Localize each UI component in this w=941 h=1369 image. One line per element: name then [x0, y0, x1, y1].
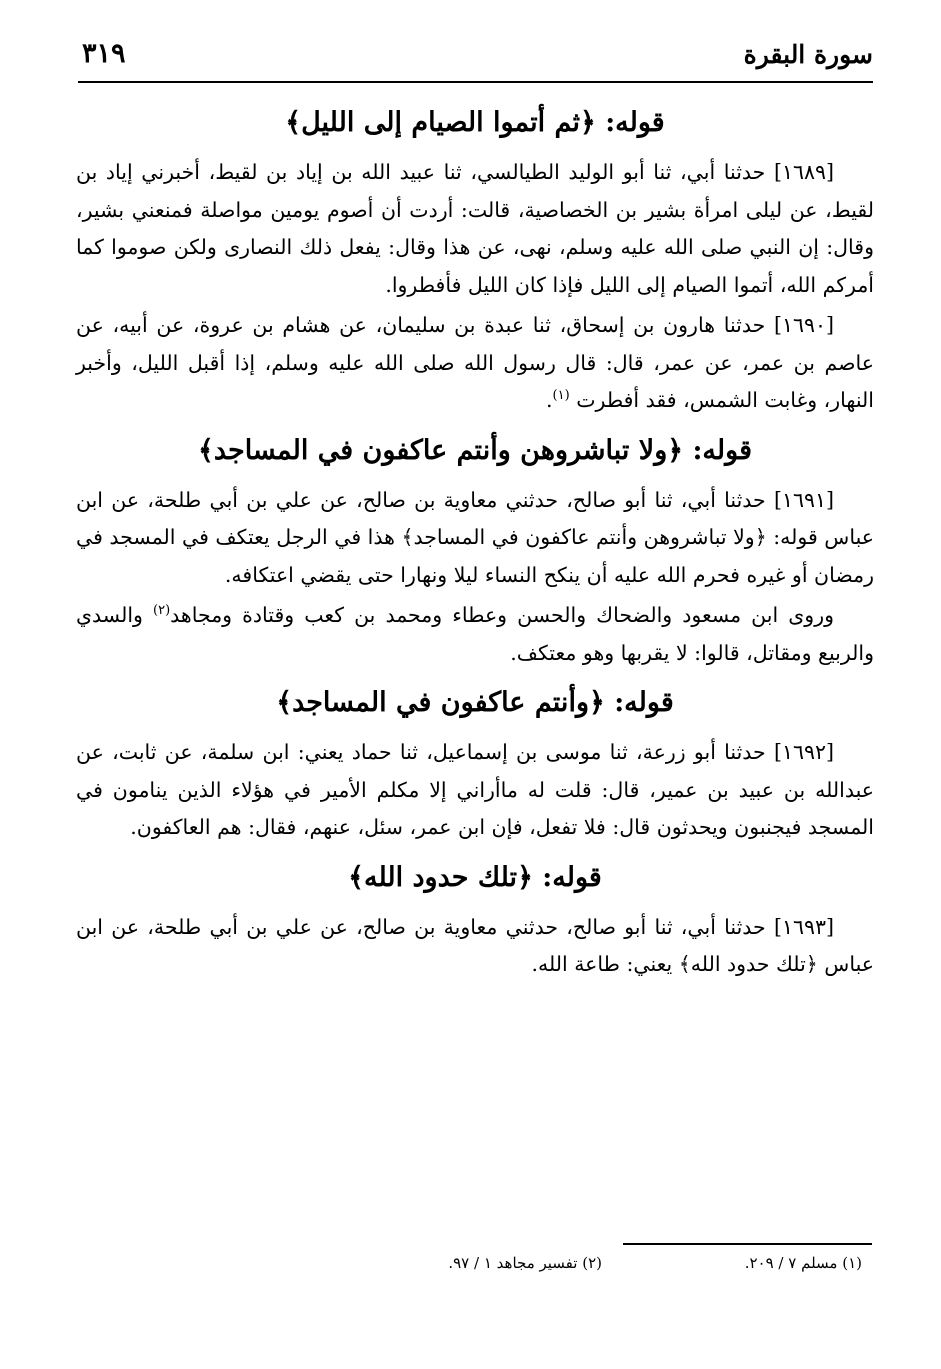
- footnote-2: (٢) تفسير مجاهد ١ / ٩٧.: [448, 1254, 602, 1272]
- section-heading: قوله: ﴿ولا تباشروهن وأنتم عاكفون في المساجد﴾: [198, 434, 752, 466]
- hadith-1691: [١٦٩١] حدثنا أبي، ثنا أبو صالح، حدثني معاوية بن صالح، عن علي بن أبي طلحة، عن ابن عباس قوله: ﴿ولا تباشروهن وأنتم عاكفون في المساجد﴾ هذا في الرجل يعتكف في المسجد في رمضان أو غيره فحرم الله عليه أن ينكح النساء ليلا ونهارا حتى يقضي اعتكافه.: [76, 487, 874, 587]
- hadith-1689: [١٦٨٩] حدثنا أبي، ثنا أبو الوليد الطيالسي، ثنا عبيد الله بن إياد بن لقيط، أخبرني إياد بن لقيط، عن ليلى امرأة بشير بن الخصاصية، قالت: أردت أن أصوم يومين مواصلة فمنعني بشير، وقال: إن النبي صلى الله عليه وسلم، نهى، عن هذا وقال: يفعل ذلك النصارى ولكن صوموا كما أمركم الله، أتموا الصيام إلى الليل فإذا كان الليل فأفطروا.: [76, 160, 874, 297]
- section-heading: قوله: ﴿وأنتم عاكفون في المساجد﴾: [276, 687, 674, 718]
- section-heading: قوله: ﴿ثم أتموا الصيام إلى الليل﴾: [285, 107, 665, 138]
- hadith-1693: [١٦٩٣] حدثنا أبي، ثنا أبو صالح، حدثني معاوية بن صالح، عن علي بن أبي طلحة، عن ابن عباس ﴿تلك حدود الله﴾ يعني: طاعة الله.: [76, 914, 874, 976]
- footnote-rule: [623, 1243, 872, 1245]
- footnotes: [300, 1254, 872, 1282]
- hadith-1690-tail: .: [546, 388, 553, 412]
- page-header: [78, 18, 873, 82]
- footnote-1: (١) مسلم ٧ / ٢٠٩.: [744, 1254, 862, 1272]
- narration-note-text: وروى ابن مسعود والضحاك والحسن وعطاء ومحمد بن كعب وقتادة ومجاهد: [170, 603, 835, 627]
- footnote-ref-1: (١): [552, 388, 570, 404]
- footnote-ref-2: (٢): [153, 603, 171, 619]
- main-text: [76, 92, 874, 984]
- narration-note: [76, 597, 874, 672]
- hadith-1690: [76, 307, 874, 420]
- hadith-1690-text: [١٦٩٠] حدثنا هارون بن إسحاق، ثنا عبدة بن سليمان، عن هشام بن عروة، عن أبيه، عن عاصم بن عمر، عن عمر، قال: قال رسول الله صلى الله عليه وسلم، إذا أقبل الليل، وأخبر النهار، وغابت الشمس، فقد أفطرت: [76, 313, 874, 412]
- narration-note-tail: والسدي والربيع ومقاتل، قالوا: لا يقربها وهو معتكف.: [76, 603, 874, 665]
- page-number: ٣١٩: [82, 38, 126, 69]
- hadith-1692: [١٦٩٢] حدثنا أبو زرعة، ثنا موسى بن إسماعيل، ثنا حماد يعني: ابن سلمة، عن ثابت، عن عبدالله بن عبيد بن عمير، قال: قلت له ماأراني إلا مكلم الأمير في هؤلاء الذين ينامون في المسجد فيجنبون ويحدثون قال: فلا تفعل، فإن ابن عمر، سئل، عنهم، فقال: هم العاكفون.: [76, 740, 874, 839]
- header-rule: [78, 81, 873, 83]
- section-heading: قوله: ﴿تلك حدود الله﴾: [348, 861, 602, 893]
- surah-title: سورة البقرة: [743, 40, 873, 69]
